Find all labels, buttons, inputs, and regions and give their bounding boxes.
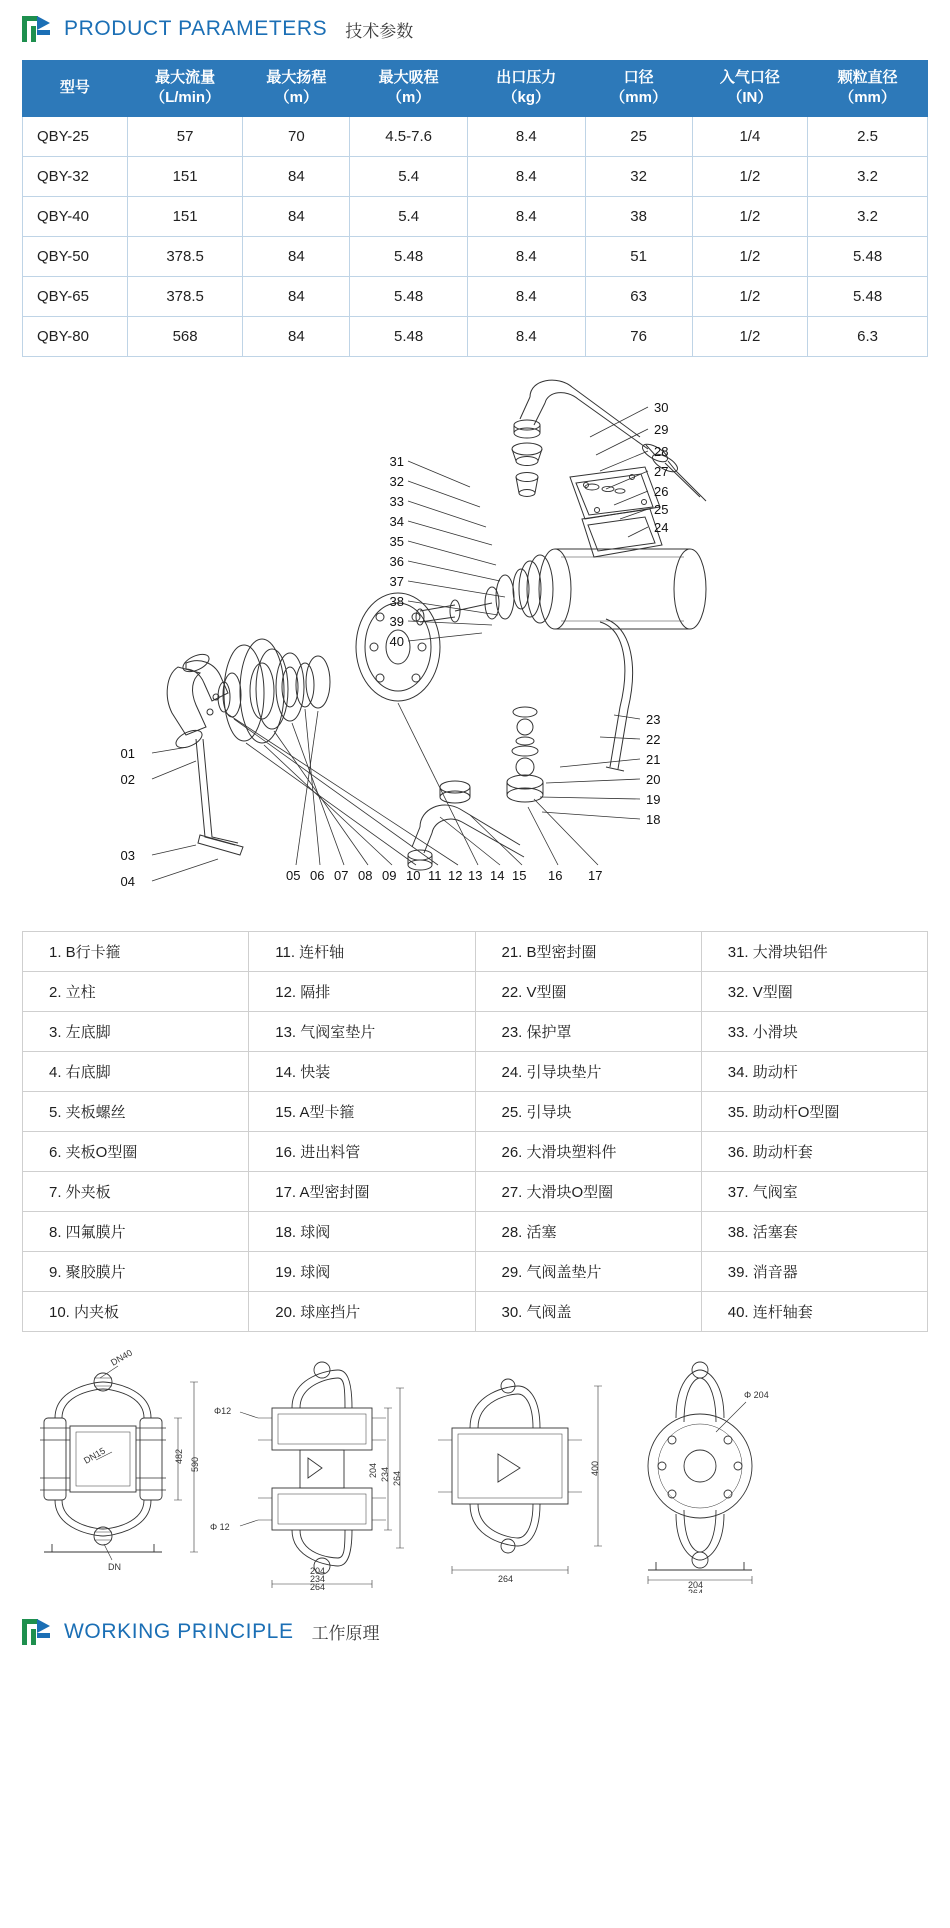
part-item: 3. 左底脚 xyxy=(23,1011,249,1051)
cell-particle-dia: 5.48 xyxy=(808,276,928,316)
exploded-assembly-diagram xyxy=(0,367,950,927)
cell-model: QBY-25 xyxy=(23,116,128,156)
label-dn: DN xyxy=(108,1561,121,1572)
cell-max-suction: 5.48 xyxy=(350,276,468,316)
part-item: 17. A型密封圈 xyxy=(249,1171,475,1211)
cell-air-inlet: 1/2 xyxy=(692,316,808,356)
part-item: 12. 隔排 xyxy=(249,971,475,1011)
label-264-end: 264 xyxy=(688,1587,704,1593)
part-item: 20. 球座挡片 xyxy=(249,1291,475,1331)
callout-17: 17 xyxy=(588,867,603,883)
label-phi12-top: Φ12 xyxy=(214,1405,232,1416)
col-header-max-suction: 最大吸程 （m） xyxy=(350,61,468,117)
parts-row xyxy=(23,1251,928,1291)
cell-outlet-pressure: 8.4 xyxy=(467,236,585,276)
cell-max-flow: 378.5 xyxy=(127,236,243,276)
label-482: 482 xyxy=(174,1448,184,1464)
label-234-side: 234 xyxy=(380,1466,390,1482)
cell-max-suction: 5.48 xyxy=(350,236,468,276)
cell-bore: 76 xyxy=(585,316,692,356)
callout-13: 13 xyxy=(468,867,483,883)
part-item: 32. V型圈 xyxy=(701,971,927,1011)
callout-18: 18 xyxy=(646,811,661,827)
cell-max-head: 84 xyxy=(243,316,350,356)
section-title-cn: 技术参数 xyxy=(345,21,414,41)
part-item: 34. 助动杆 xyxy=(701,1051,927,1091)
callout-21: 21 xyxy=(646,751,661,767)
table-row xyxy=(23,116,928,156)
callout-11: 11 xyxy=(428,867,442,883)
cell-particle-dia: 2.5 xyxy=(808,116,928,156)
part-item: 13. 气阀室垫片 xyxy=(249,1011,475,1051)
part-item: 38. 活塞套 xyxy=(701,1211,927,1251)
callout-22: 22 xyxy=(646,731,661,747)
parts-row xyxy=(23,1211,928,1251)
callout-05: 05 xyxy=(286,867,301,883)
callout-31: 31 xyxy=(389,453,404,469)
part-item: 7. 外夹板 xyxy=(23,1171,249,1211)
part-item: 33. 小滑块 xyxy=(701,1011,927,1051)
part-item: 28. 活塞 xyxy=(475,1211,701,1251)
callout-27: 27 xyxy=(654,463,669,479)
cell-max-head: 70 xyxy=(243,116,350,156)
cell-outlet-pressure: 8.4 xyxy=(467,196,585,236)
cell-max-suction: 5.4 xyxy=(350,156,468,196)
parts-row xyxy=(23,971,928,1011)
callout-37: 37 xyxy=(389,573,404,589)
cell-model: QBY-40 xyxy=(23,196,128,236)
callout-26: 26 xyxy=(654,483,669,499)
cell-outlet-pressure: 8.4 xyxy=(467,156,585,196)
part-item: 4. 右底脚 xyxy=(23,1051,249,1091)
callout-01: 01 xyxy=(120,745,135,761)
part-item: 1. B行卡箍 xyxy=(23,931,249,971)
part-item: 37. 气阀室 xyxy=(701,1171,927,1211)
table-header-row xyxy=(23,61,928,117)
callout-19: 19 xyxy=(646,791,661,807)
drawing-view-back xyxy=(438,1379,602,1574)
cell-air-inlet: 1/2 xyxy=(692,236,808,276)
cell-max-suction: 5.4 xyxy=(350,196,468,236)
col-header-model: 型号 xyxy=(23,61,128,117)
cell-model: QBY-32 xyxy=(23,156,128,196)
part-item: 40. 连杆轴套 xyxy=(701,1291,927,1331)
part-item: 30. 气阀盖 xyxy=(475,1291,701,1331)
callout-30: 30 xyxy=(654,399,669,415)
parts-row xyxy=(23,1051,928,1091)
cell-bore: 63 xyxy=(585,276,692,316)
cell-max-flow: 57 xyxy=(127,116,243,156)
callout-14: 14 xyxy=(490,867,505,883)
col-header-outlet-pressure: 出口压力 （kg） xyxy=(467,61,585,117)
cell-max-suction: 4.5-7.6 xyxy=(350,116,468,156)
label-dn40: DN40 xyxy=(109,1347,134,1368)
callout-03: 03 xyxy=(120,847,135,863)
callout-34: 34 xyxy=(389,513,404,529)
cell-particle-dia: 3.2 xyxy=(808,156,928,196)
cell-outlet-pressure: 8.4 xyxy=(467,276,585,316)
part-item: 29. 气阀盖垫片 xyxy=(475,1251,701,1291)
part-item: 24. 引导块垫片 xyxy=(475,1051,701,1091)
cell-max-head: 84 xyxy=(243,276,350,316)
part-item: 10. 内夹板 xyxy=(23,1291,249,1331)
part-item: 25. 引导块 xyxy=(475,1091,701,1131)
callout-12: 12 xyxy=(448,867,463,883)
part-item: 2. 立柱 xyxy=(23,971,249,1011)
cell-air-inlet: 1/2 xyxy=(692,156,808,196)
callout-35: 35 xyxy=(389,533,404,549)
part-item: 9. 聚胶膜片 xyxy=(23,1251,249,1291)
part-item: 18. 球阀 xyxy=(249,1211,475,1251)
part-item: 6. 夹板O型圈 xyxy=(23,1131,249,1171)
col-header-air-inlet: 入气口径 （IN） xyxy=(692,61,808,117)
part-item: 39. 消音器 xyxy=(701,1251,927,1291)
table-row xyxy=(23,276,928,316)
label-264-bottom: 264 xyxy=(310,1581,326,1592)
callout-04: 04 xyxy=(120,873,135,889)
label-204-end: 204 xyxy=(688,1579,704,1590)
parts-row xyxy=(23,931,928,971)
company-logo-icon-footer xyxy=(22,1617,52,1647)
callout-24: 24 xyxy=(654,519,669,535)
footer-title-en: WORKING PRINCIPLE xyxy=(64,1619,294,1643)
callout-07: 07 xyxy=(334,867,349,883)
section-header-product-parameters xyxy=(0,0,950,54)
label-400: 400 xyxy=(590,1460,600,1476)
parameters-table xyxy=(22,60,928,357)
label-phi204: Φ 204 xyxy=(744,1389,769,1400)
parts-row xyxy=(23,1011,928,1051)
callout-20: 20 xyxy=(646,771,661,787)
cell-max-head: 84 xyxy=(243,196,350,236)
cell-particle-dia: 5.48 xyxy=(808,236,928,276)
callout-38: 38 xyxy=(389,593,404,609)
callout-29: 29 xyxy=(654,421,669,437)
section-title-en: PRODUCT PARAMETERS xyxy=(64,17,328,40)
col-header-bore: 口径 （mm） xyxy=(585,61,692,117)
callout-39: 39 xyxy=(389,613,404,629)
part-item: 14. 快装 xyxy=(249,1051,475,1091)
callout-25: 25 xyxy=(654,501,669,517)
label-phi12-bottom: Φ 12 xyxy=(210,1521,230,1532)
part-item: 36. 助动杆套 xyxy=(701,1131,927,1171)
part-item: 23. 保护罩 xyxy=(475,1011,701,1051)
label-234-bottom: 234 xyxy=(310,1573,326,1584)
cell-bore: 51 xyxy=(585,236,692,276)
cell-particle-dia: 6.3 xyxy=(808,316,928,356)
label-264-side: 264 xyxy=(392,1470,402,1486)
part-item: 19. 球阀 xyxy=(249,1251,475,1291)
table-row xyxy=(23,236,928,276)
col-header-max-flow: 最大流量 （L/min） xyxy=(127,61,243,117)
callout-09: 09 xyxy=(382,867,397,883)
cell-max-head: 84 xyxy=(243,156,350,196)
drawing-view-end xyxy=(648,1362,752,1584)
footer-title-cn: 工作原理 xyxy=(311,1624,380,1643)
part-item: 35. 助动杆O型圈 xyxy=(701,1091,927,1131)
cell-model: QBY-65 xyxy=(23,276,128,316)
part-item: 21. B型密封圈 xyxy=(475,931,701,971)
part-item: 26. 大滑块塑料件 xyxy=(475,1131,701,1171)
part-item: 11. 连杆轴 xyxy=(249,931,475,971)
callout-06: 06 xyxy=(310,867,325,883)
callout-02: 02 xyxy=(120,771,135,787)
section-header-working-principle xyxy=(0,1603,950,1657)
part-item: 16. 进出料管 xyxy=(249,1131,475,1171)
col-header-max-head: 最大扬程 （m） xyxy=(243,61,350,117)
cell-model: QBY-50 xyxy=(23,236,128,276)
company-logo-icon xyxy=(22,14,52,44)
part-item: 22. V型圈 xyxy=(475,971,701,1011)
callout-16: 16 xyxy=(548,867,563,883)
label-264-back: 264 xyxy=(498,1573,514,1584)
cell-model: QBY-80 xyxy=(23,316,128,356)
callout-28: 28 xyxy=(654,443,669,459)
parts-row xyxy=(23,1171,928,1211)
callout-40: 40 xyxy=(389,633,404,649)
part-item: 27. 大滑块O型圈 xyxy=(475,1171,701,1211)
table-row xyxy=(23,316,928,356)
callout-33: 33 xyxy=(389,493,404,509)
cell-particle-dia: 3.2 xyxy=(808,196,928,236)
table-row xyxy=(23,196,928,236)
cell-bore: 32 xyxy=(585,156,692,196)
parameters-table-wrapper xyxy=(0,54,950,357)
cell-outlet-pressure: 8.4 xyxy=(467,116,585,156)
label-204-bottom: 204 xyxy=(310,1565,326,1576)
label-204-side: 204 xyxy=(368,1462,378,1478)
cell-max-head: 84 xyxy=(243,236,350,276)
cell-max-suction: 5.48 xyxy=(350,316,468,356)
cell-air-inlet: 1/2 xyxy=(692,196,808,236)
callout-10: 10 xyxy=(406,867,421,883)
cell-bore: 38 xyxy=(585,196,692,236)
cell-max-flow: 151 xyxy=(127,196,243,236)
cell-max-flow: 151 xyxy=(127,156,243,196)
cell-outlet-pressure: 8.4 xyxy=(467,316,585,356)
label-590: 590 xyxy=(190,1456,200,1472)
cell-air-inlet: 1/2 xyxy=(692,276,808,316)
cell-max-flow: 378.5 xyxy=(127,276,243,316)
cell-max-flow: 568 xyxy=(127,316,243,356)
callout-23: 23 xyxy=(646,711,661,727)
parts-row xyxy=(23,1091,928,1131)
technical-drawings xyxy=(0,1348,950,1593)
part-item: 15. A型卡箍 xyxy=(249,1091,475,1131)
col-header-particle-dia: 颗粒直径 （mm） xyxy=(808,61,928,117)
table-row xyxy=(23,156,928,196)
callout-36: 36 xyxy=(389,553,404,569)
parts-list-table xyxy=(22,931,928,1332)
parts-row xyxy=(23,1291,928,1331)
parts-list-wrapper xyxy=(0,927,950,1332)
part-item: 8. 四氟膜片 xyxy=(23,1211,249,1251)
part-item: 31. 大滑块铝件 xyxy=(701,931,927,971)
label-dn15: DN15 xyxy=(82,1445,107,1466)
callout-08: 08 xyxy=(358,867,373,883)
part-item: 5. 夹板螺丝 xyxy=(23,1091,249,1131)
cell-bore: 25 xyxy=(585,116,692,156)
callout-32: 32 xyxy=(389,473,404,489)
parts-row xyxy=(23,1131,928,1171)
cell-air-inlet: 1/4 xyxy=(692,116,808,156)
callout-15: 15 xyxy=(512,867,527,883)
